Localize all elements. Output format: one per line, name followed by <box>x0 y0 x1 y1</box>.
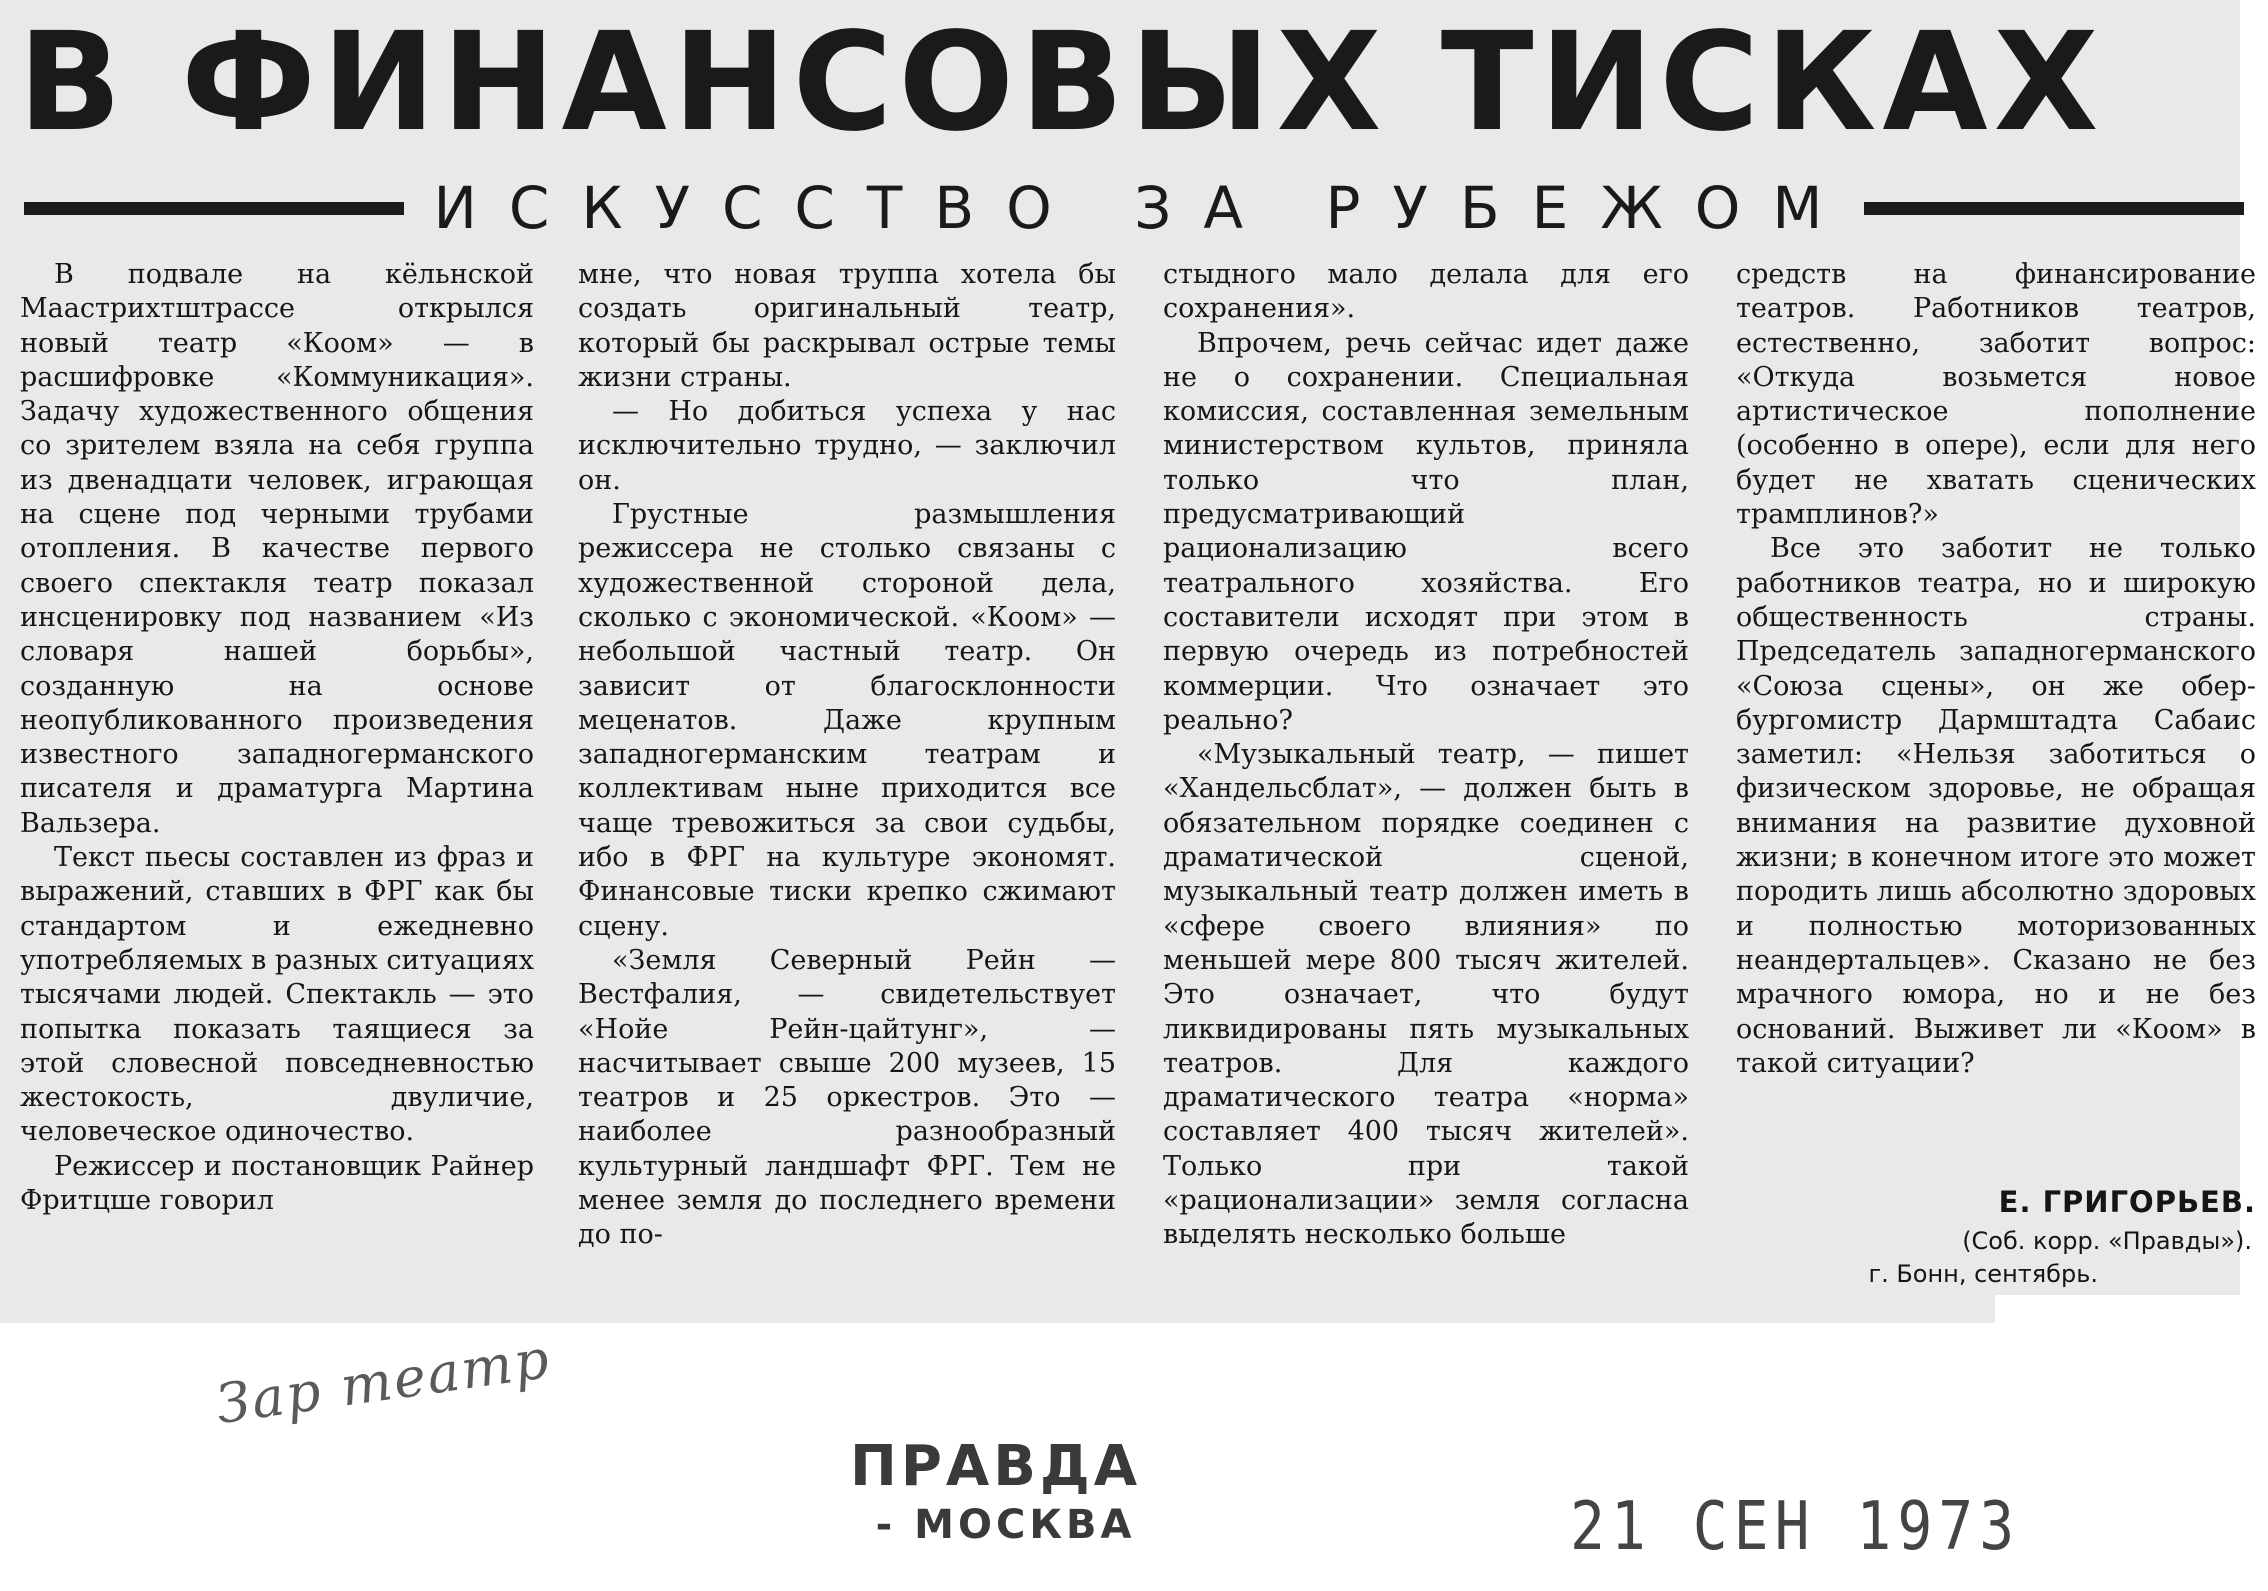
article-paragraph: Впрочем, речь сейчас идет даже не о сохранении. Специальная комиссия, составленная земельным министерством культов, приняла только что план, предусматривающий рационализацию всего театрального хозяйства. Его составители исходят при этом в первую очередь из потребностей коммерции. Что означает это реально? <box>1163 327 1689 736</box>
article-column-3 <box>1163 258 1689 1253</box>
pravda-stamp <box>850 1435 1141 1551</box>
stamp-title: ПРАВДА <box>850 1434 1142 1499</box>
article-paragraph: Грустные размышления режиссера не столько связаны с художественной стороной дела, сколько с экономической. «Коом» — небольшой частный театр. Он зависит от благосклонности меценатов. Даже крупным западногерманским театрам и коллективам ныне приходится все чаще тревожиться за свои судьбы, ибо в ФРГ на культуре экономят. Финансовые тиски крепко сжимают сцену. <box>578 499 1116 942</box>
rubric-rule-right <box>1864 202 2244 215</box>
author-name: Е. ГРИГОРЬЕВ. <box>1998 1185 2256 1219</box>
article-paragraph: «Земля Северный Рейн — Вестфалия, — свидетельствует «Нойе Рейн-цайтунг», — насчитывает свыше 200 музеев, 15 театров и 25 оркестров. Это — наиболее разнообразный культурный ландшафт ФРГ. Тем не менее земля до последнего времени до по- <box>578 944 1116 1251</box>
article-paragraph: В подвале на кёльнской Маастрихтштрассе открылся новый театр «Коом» — в расшифровке «Коммуникация». Задачу художественного общения со зрителем взяла на себя группа из двенадцати человек, играющая на сцене под черными трубами отопления. В качестве первого своего спектакля театр показал инсценировку под названием «Из словаря нашей борьбы», созданную на основе неопубликованного произведения известного западногерманского писателя и драматурга Мартина Вальзера. <box>20 259 534 839</box>
dateline: г. Бонн, сентябрь. <box>1868 1260 2098 1288</box>
article-paragraph: «Музыкальный театр, — пишет «Хандельсблат», — должен быть в обязательном порядке соединен с драматической сценой, музыкальный театр должен иметь в «сфере своего влияния» по меньшей мере 800 тысяч жителей. Это означает, что будут ликвидированы пять музыкальных театров. Для каждого драматического театра «норма» составляет 400 тысяч жителей». Только при такой «рационализации» земля согласна выделять несколько больше <box>1163 739 1689 1251</box>
headline: В ФИНАНСОВЫХ ТИСКАХ <box>18 4 2105 162</box>
author-affiliation: (Соб. корр. «Правды»). <box>1962 1227 2252 1255</box>
stamp-city: - МОСКВА <box>875 1502 1136 1548</box>
article-column-4 <box>1736 258 2256 1081</box>
article-paragraph: стыдного мало делала для его сохранения». <box>1163 259 1689 325</box>
rubric-rule-left <box>24 202 404 215</box>
article-paragraph: средств на финансирование театров. Работников театров, естественно, заботит вопрос: «Откуда возьмется новое артистическое пополнение (особенно в опере), если для него будет не хватать сценических трамплинов?» <box>1736 259 2256 531</box>
article-column-2 <box>578 258 1116 1253</box>
rubric-title: ИСКУССТВО ЗА РУБЕЖОМ <box>433 174 1855 242</box>
article-paragraph: Режиссер и постановщик Райнер Фритцше говорил <box>20 1150 534 1217</box>
date-stamp: 21 СЕН 1973 <box>1570 1486 2021 1566</box>
article-column-1 <box>20 258 534 1218</box>
article-paragraph: — Но добиться успеха у нас исключительно трудно, — заключил он. <box>578 396 1116 496</box>
rubric-bar <box>24 172 2244 244</box>
article-paragraph: Все это заботит не только работников театра, но и широкую общественность страны. Председатель западногерманского «Союза сцены», он же обер-бургомистр Дармштадта Сабаис заметил: «Нельзя заботиться о физическом здоровье, не обращая внимания на развитие духовной жизни; в конечном итоге это может породить лишь абсолютно здоровых и полностью моторизованных неандертальцев». Сказано не без мрачного юмора, но и не без оснований. Выживет ли «Коом» в такой ситуации? <box>1736 533 2256 1079</box>
article-paragraph: Текст пьесы составлен из фраз и выражений, ставших в ФРГ как бы стандартом и ежедневно употребляемых в разных ситуациях тысячами людей. Спектакль — это попытка показать таящиеся за этой словесной повседневностью жестокость, двуличие, человеческое одиночество. <box>20 842 534 1148</box>
clipping-bottom-edge <box>0 1295 1995 1323</box>
article-paragraph: мне, что новая труппа хотела бы создать оригинальный театр, который бы раскрывал острые темы жизни страны. <box>578 259 1116 393</box>
handwritten-note: Зар театр <box>212 1326 555 1437</box>
